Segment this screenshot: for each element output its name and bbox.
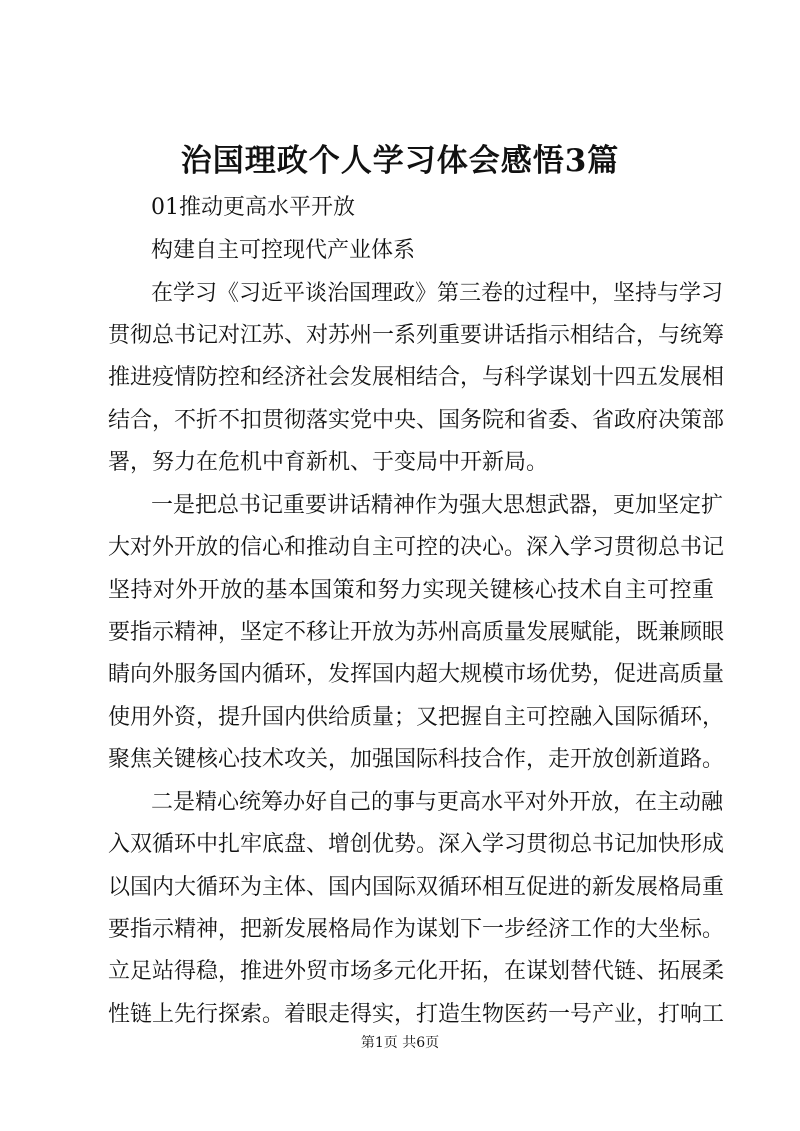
document-title: 治国理政个人学习体会感悟3篇 bbox=[180, 143, 620, 179]
section-heading: 01推动更高水平开放 bbox=[151, 195, 355, 220]
paragraph-line: 一是把总书记重要讲话精神作为强大思想武器，更加坚定扩 bbox=[151, 493, 724, 518]
paragraph-line: 结合，不折不扣贯彻落实党中央、国务院和省委、省政府决策部 bbox=[108, 408, 725, 433]
paragraph-line: 在学习《习近平谈治国理政》第三卷的过程中，坚持与学习 bbox=[151, 281, 724, 306]
paragraph-line: 贯彻总书记对江苏、对苏州一系列重要讲话指示相结合，与统筹 bbox=[108, 323, 725, 348]
paragraph-line: 大对外开放的信心和推动自主可控的决心。深入学习贯彻总书记 bbox=[108, 535, 725, 560]
paragraph-line: 使用外资，提升国内供给质量；又把握自主可控融入国际循环， bbox=[108, 705, 725, 730]
paragraph-line: 要指示精神，把新发展格局作为谋划下一步经济工作的大坐标。 bbox=[108, 917, 725, 942]
paragraph-line: 以国内大循环为主体、国内国际双循环相互促进的新发展格局重 bbox=[108, 875, 725, 900]
page-footer: 第1页 共6页 bbox=[360, 1035, 440, 1051]
paragraph-line: 坚持对外开放的基本国策和努力实现关键核心技术自主可控重 bbox=[108, 578, 714, 603]
paragraph-line: 性链上先行探索。着眼走得实，打造生物医药一号产业，打响工 bbox=[108, 1002, 725, 1027]
paragraph-line: 立足站得稳，推进外贸市场多元化开拓，在谋划替代链、拓展柔 bbox=[108, 959, 725, 984]
paragraph-line: 署，努力在危机中育新机、于变局中开新局。 bbox=[108, 450, 549, 475]
subheading: 构建自主可控现代产业体系 bbox=[151, 238, 416, 263]
paragraph-line: 推进疫情防控和经济社会发展相结合，与科学谋划十四五发展相 bbox=[108, 365, 725, 390]
paragraph-line: 二是精心统筹办好自己的事与更高水平对外开放，在主动融 bbox=[151, 790, 724, 815]
paragraph-line: 要指示精神，坚定不移让开放为苏州高质量发展赋能，既兼顾眼 bbox=[108, 620, 725, 645]
paragraph-line: 聚焦关键核心技术攻关，加强国际科技合作，走开放创新道路。 bbox=[108, 747, 725, 772]
paragraph-line: 睛向外服务国内循环，发挥国内超大规模市场优势，促进高质量 bbox=[108, 662, 725, 687]
paragraph-line: 入双循环中扎牢底盘、增创优势。深入学习贯彻总书记加快形成 bbox=[108, 832, 725, 857]
